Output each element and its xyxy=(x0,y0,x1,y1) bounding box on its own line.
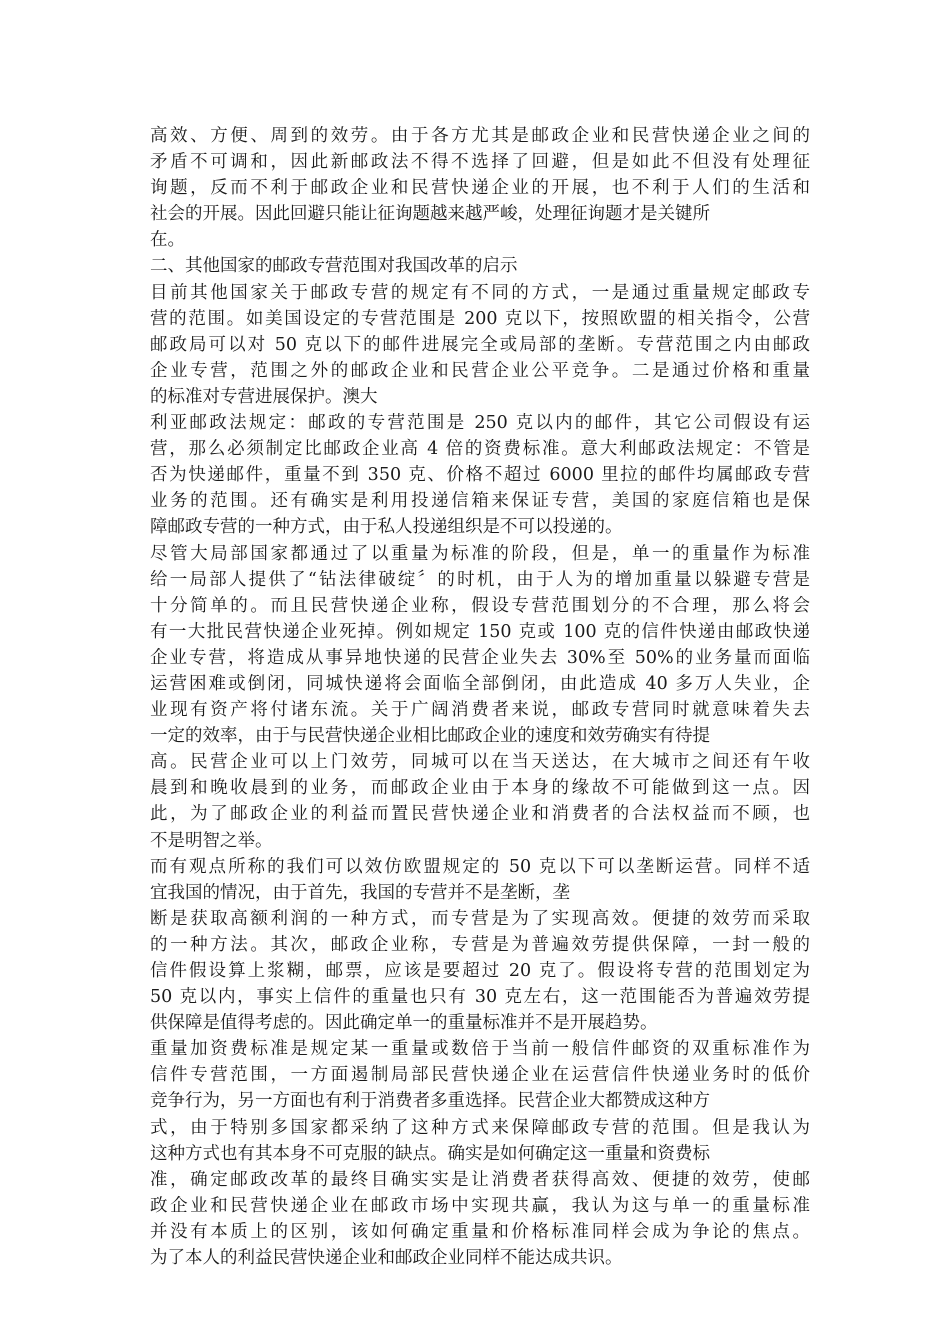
text-line: 宜我国的情况，由于首先，我国的专营并不是垄断，垄 xyxy=(150,882,570,903)
text-line: 社会的开展。因此回避只能让征询题越来越严峻，处理征询题才是关键所 xyxy=(150,204,710,225)
text-line: 运营困难或倒闭，同城快递将会面临全部倒闭，由此造成 40 多万人失业，企 xyxy=(150,673,810,694)
text-line: 高效、方便、周到的效劳。由于各方尤其是邮政企业和民营快递企业之间的 xyxy=(150,126,810,146)
text-line: 高。民营企业可以上门效劳，同城可以在当天送达，在大城市之间还有午收 xyxy=(150,752,810,773)
text-line: 企业专营，范围之外的邮政企业和民营企业公平竞争。二是通过价格和重量 xyxy=(150,360,810,381)
text-line: 式，由于特别多国家都采纳了这种方式来保障邮政专营的范围。但是我认为 xyxy=(150,1117,810,1138)
text-line: 询题，反而不利于邮政企业和民营快递企业的开展，也不利于人们的生活和 xyxy=(150,178,810,199)
text-line: 一定的效率，由于与民营快递企业相比邮政企业的速度和效劳确实有待提 xyxy=(150,726,710,747)
text-line: 营，那么必须制定比邮政企业高 4 倍的资费标准。意大利邮政法规定：不管是 xyxy=(150,439,810,460)
text-line: 利亚邮政法规定：邮政的专营范围是 250 克以内的邮件，其它公司假设有运 xyxy=(150,413,810,434)
text-line: 为了本人的利益民营快递企业和邮政企业同样不能达成共识。 xyxy=(150,1248,623,1269)
text-line: 而有观点所称的我们可以效仿欧盟规定的 50 克以下可以垄断运营。同样不适 xyxy=(150,856,810,877)
text-line: 业现有资产将付诸东流。关于广阔消费者来说，邮政专营同时就意味着失去 xyxy=(150,700,810,721)
text-line: 障邮政专营的一种方式，由于私人投递组织是不可以投递的。 xyxy=(150,517,623,538)
text-line: 营的范围。如美国设定的专营范围是 200 克以下，按照欧盟的相关指令，公营 xyxy=(150,308,810,329)
text-line: 邮政局可以对 50 克以下的邮件进展完全或局部的垄断。专营范围之内由邮政 xyxy=(150,334,810,355)
text-line: 准，确定邮政改革的最终目确实实是让消费者获得高效、便捷的效劳，使邮 xyxy=(150,1169,810,1190)
text-line: 这种方式也有其本身不可克服的缺点。确实是如何确定这一重量和资费标 xyxy=(150,1143,710,1164)
text-line: 晨到和晚收晨到的业务，而邮政企业由于本身的缘故不可能做到这一点。因 xyxy=(150,778,810,799)
text-line: 信件假设算上浆糊，邮票，应该是要超过 20 克了。假设将专营的范围划定为 xyxy=(150,961,810,981)
text-line: 否为快递邮件，重量不到 350 克、价格不超过 6000 里拉的邮件均属邮政专营 xyxy=(150,465,810,486)
text-line: 并没有本质上的区别，该如何确定重量和价格标准同样会成为争论的焦点。 xyxy=(150,1221,810,1242)
text-line: 给一局部人提供了“钻法律破绽〞的时机，由于人为的增加重量以躲避专营是 xyxy=(150,569,810,590)
text-line: 目前其他国家关于邮政专营的规定有不同的方式，一是通过重量规定邮政专 xyxy=(150,282,810,303)
text-line: 矛盾不可调和，因此新邮政法不得不选择了回避，但是如此不但没有处理征 xyxy=(150,152,810,173)
text-line: 此，为了邮政企业的利益而置民营快递企业和消费者的合法权益而不顾，也 xyxy=(150,804,810,825)
text-line: 断是获取高额利润的一种方式，而专营是为了实现高效。便捷的效劳而采取 xyxy=(150,908,810,929)
text-line: 重量加资费标准是规定某一重量或数倍于当前一般信件邮资的双重标准作为 xyxy=(150,1039,810,1060)
text-line: 尽管大局部国家都通过了以重量为标准的阶段，但是，单一的重量作为标准 xyxy=(150,543,810,564)
text-line: 企业专营，将造成从事异地快递的民营企业失去 30%至 50%的业务量而面临 xyxy=(150,647,810,668)
text-line: 政企业和民营快递企业在邮政市场中实现共赢，我认为这与单一的重量标准 xyxy=(150,1195,810,1216)
text-line: 的标准对专营进展保护。澳大 xyxy=(150,386,378,407)
document-body xyxy=(150,123,810,1271)
text-line: 50 克以内，事实上信件的重量也只有 30 克左右，这一范围能否为普遍效劳提 xyxy=(150,987,810,1008)
text-line: 供保障是值得考虑的。因此确定单一的重量标准并不是开展趋势。 xyxy=(150,1013,658,1034)
text-line: 竞争行为，另一方面也有利于消费者多重选择。民营企业大都赞成这种方 xyxy=(150,1091,710,1112)
text-line: 二、其他国家的邮政专营范围对我国改革的启示 xyxy=(150,256,518,277)
text-line: 业务的范围。还有确实是利用投递信箱来保证专营，美国的家庭信箱也是保 xyxy=(150,491,810,512)
text-line: 在。 xyxy=(150,230,185,251)
text-line: 有一大批民营快递企业死掉。例如规定 150 克或 100 克的信件快递由邮政快递 xyxy=(150,621,810,642)
text-line: 的一种方法。其次，邮政企业称，专营是为普遍效劳提供保障，一封一般的 xyxy=(150,934,810,955)
text-line: 信件专营范围，一方面遏制局部民营快递企业在运营信件快递业务时的低价 xyxy=(150,1065,810,1086)
text-line: 十分简单的。而且民营快递企业称，假设专营范围划分的不合理，那么将会 xyxy=(150,595,810,616)
text-line: 不是明智之举。 xyxy=(150,830,273,851)
